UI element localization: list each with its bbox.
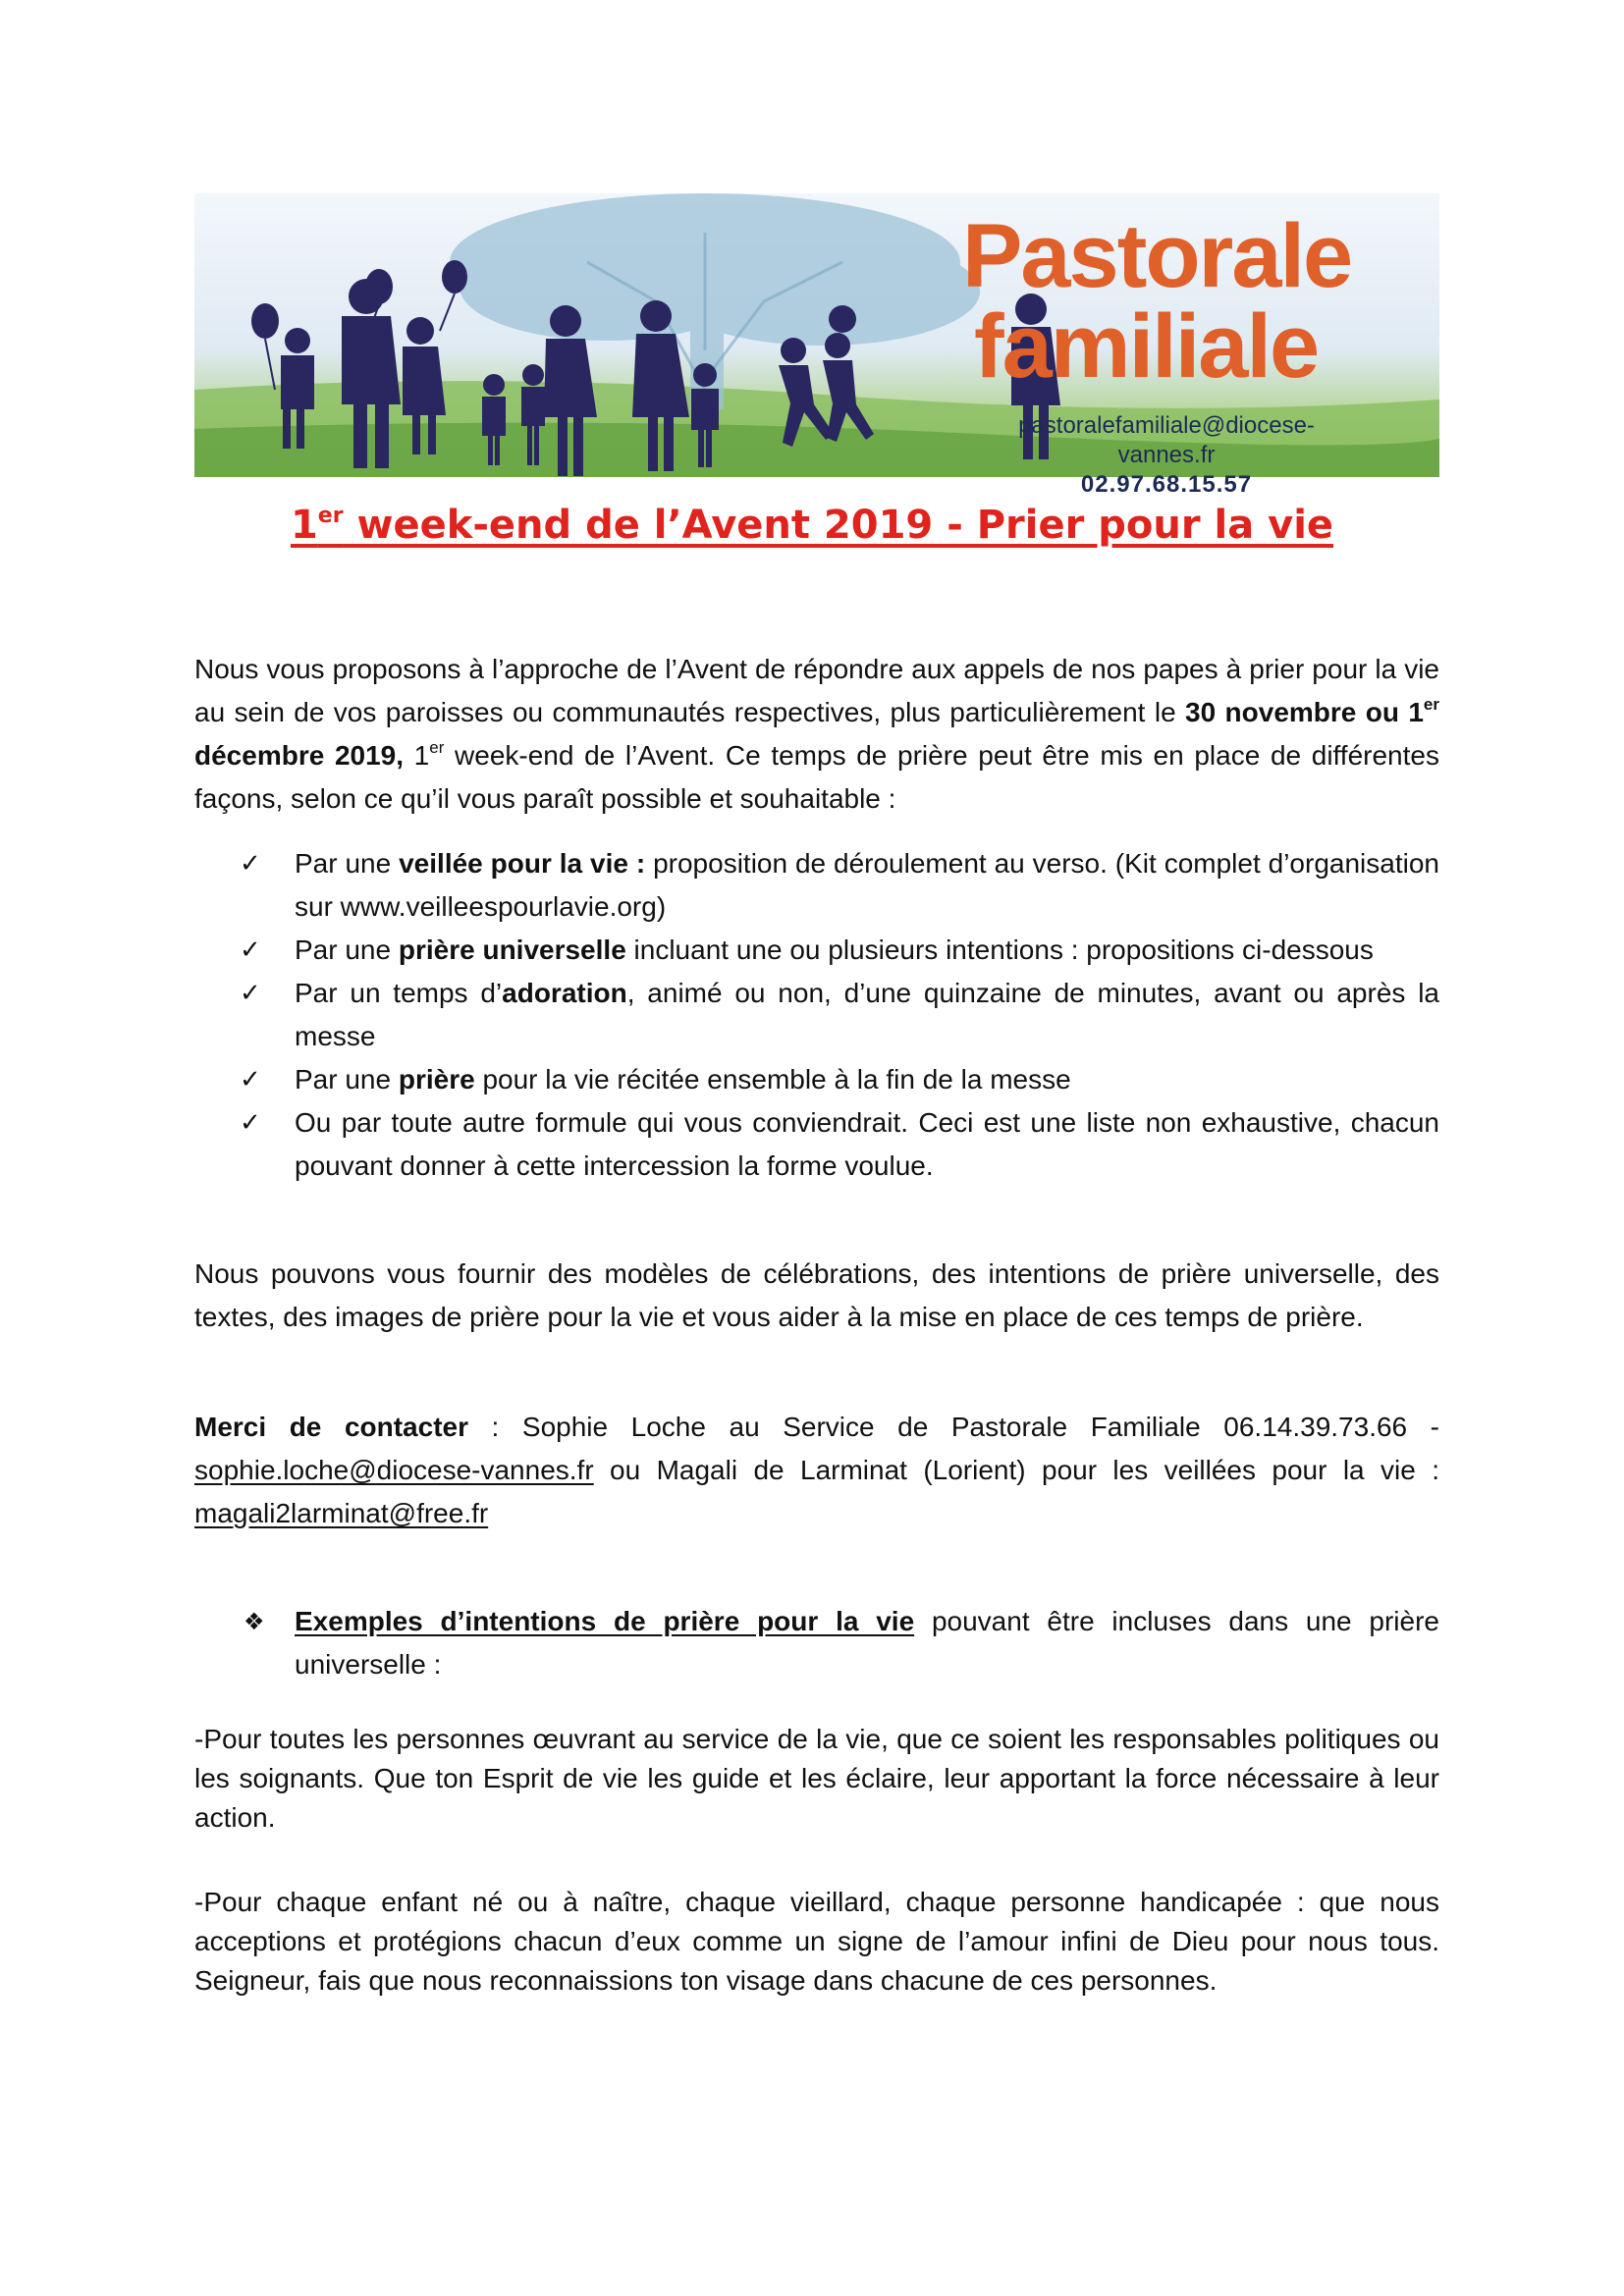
option-text: Par un temps d’ — [295, 978, 503, 1008]
option-text: incluant une ou plusieurs intentions : propositions ci-dessous — [625, 934, 1374, 965]
option-bold: prière universelle — [398, 934, 626, 965]
contact-email-magali[interactable]: magali2larminat@free.fr — [194, 1498, 489, 1528]
intro-paragraph — [194, 648, 1439, 821]
option-text: Par une — [295, 1064, 399, 1095]
option-text: Par une — [295, 848, 400, 879]
title-rest: week-end de l’Avent 2019 - Prier pour la vie — [343, 503, 1334, 548]
banner-contact — [970, 411, 1363, 500]
contact-paragraph — [194, 1406, 1439, 1535]
intro-date-a: 30 novembre ou 1 — [1185, 697, 1424, 727]
intro-text-1: Nous vous proposons à l’approche de l’Avent de répondre aux appels de nos papes à prier pour la vie au sein de vos paroisses ou communautés respectives, plus particulièrement le — [194, 654, 1439, 727]
intro-text-2: week-end de l’Avent. Ce temps de prière peut être mis en place de différentes façons, selon ce qu’il vous paraît possible et souhaitable : — [194, 740, 1439, 814]
list-item — [240, 1058, 1439, 1101]
contact-text-1: : Sophie Loche au Service de Pastorale Familiale 06.14.39.73.66 - — [468, 1412, 1440, 1442]
contact-bold: Merci de contacter — [194, 1412, 468, 1442]
intention-paragraph: -Pour toutes les personnes œuvrant au service de la vie, que ce soient les responsables politiques ou les soignants. Que ton Esprit de vie les guide et les éclaire, leur apportant la force nécessaire à leur action. — [194, 1724, 1439, 1833]
option-text: Par une — [295, 934, 399, 965]
banner-email: pastoralefamiliale@diocese-vannes.fr — [1018, 412, 1315, 468]
header-banner — [194, 193, 1439, 498]
contact-text-2: ou Magali de Larminat (Lorient) pour les veillées pour la vie : — [593, 1455, 1439, 1485]
intention-paragraph: -Pour chaque enfant né ou à naître, chaque vieillard, chaque personne handicapée : que nous acceptions et protégions chacun d’eux comme un signe de l’amour infini de Dieu pour nous tous. Seigneur, fais que nous reconnaissions ton visage dans chacune de ces personnes. — [194, 1887, 1439, 1996]
contact-email-sophie[interactable]: sophie.loche@diocese-vannes.fr — [194, 1455, 594, 1485]
check-icon: ✓ — [240, 1065, 261, 1095]
option-text: pour la vie récitée ensemble à la fin de la messe — [474, 1064, 1071, 1095]
title-sup: er — [317, 504, 344, 528]
page-title — [0, 503, 1624, 548]
check-icon: ✓ — [240, 1108, 261, 1138]
intro-text-2-sup: er — [429, 738, 445, 757]
option-text: , animé ou non, d’une quinzaine de minutes, avant ou après la messe — [295, 978, 1439, 1051]
list-item — [240, 842, 1439, 929]
banner-title-line2: familiale — [974, 296, 1319, 397]
provide-paragraph: Nous pouvons vous fournir des modèles de célébrations, des intentions de prière universelle, des textes, des images de prière pour la vie et vous aider à la mise en place de ces temps de prière. — [194, 1258, 1439, 1332]
option-text: proposition de déroulement au verso. (Kit complet d’organisation sur www.veilleespourlavie.org) — [295, 848, 1439, 922]
option-bold: adoration — [502, 978, 627, 1008]
banner-phone: 02.97.68.15.57 — [1080, 471, 1253, 498]
option-bold: veillée pour la vie : — [399, 848, 646, 879]
intro-date-b: décembre 2019, — [194, 740, 405, 771]
examples-heading-text — [244, 1600, 1439, 1686]
list-item — [240, 1101, 1439, 1188]
examples-heading — [244, 1600, 1439, 1686]
banner-title-line1: Pastorale — [962, 206, 1352, 306]
check-icon: ✓ — [240, 935, 261, 965]
intro-text-2a: 1 — [404, 740, 430, 771]
list-item — [240, 972, 1439, 1058]
examples-rest: pouvant être incluses dans une prière universelle : — [295, 1606, 1439, 1680]
check-icon: ✓ — [240, 849, 261, 879]
option-text: Ou par toute autre formule qui vous conviendrait. Ceci est une liste non exhaustive, chacun pouvant donner à cette intercession la forme voulue. — [295, 1107, 1439, 1181]
banner-title — [962, 206, 1352, 397]
intro-date-sup: er — [1423, 695, 1439, 714]
list-item — [240, 929, 1439, 972]
diamond-bullet-icon: ❖ — [244, 1608, 265, 1635]
option-bold: prière — [398, 1064, 475, 1095]
title-number: 1 — [290, 503, 318, 548]
examples-title: Exemples d’intentions de prière pour la vie — [295, 1606, 915, 1636]
options-list — [240, 842, 1439, 1188]
check-icon: ✓ — [240, 979, 261, 1008]
